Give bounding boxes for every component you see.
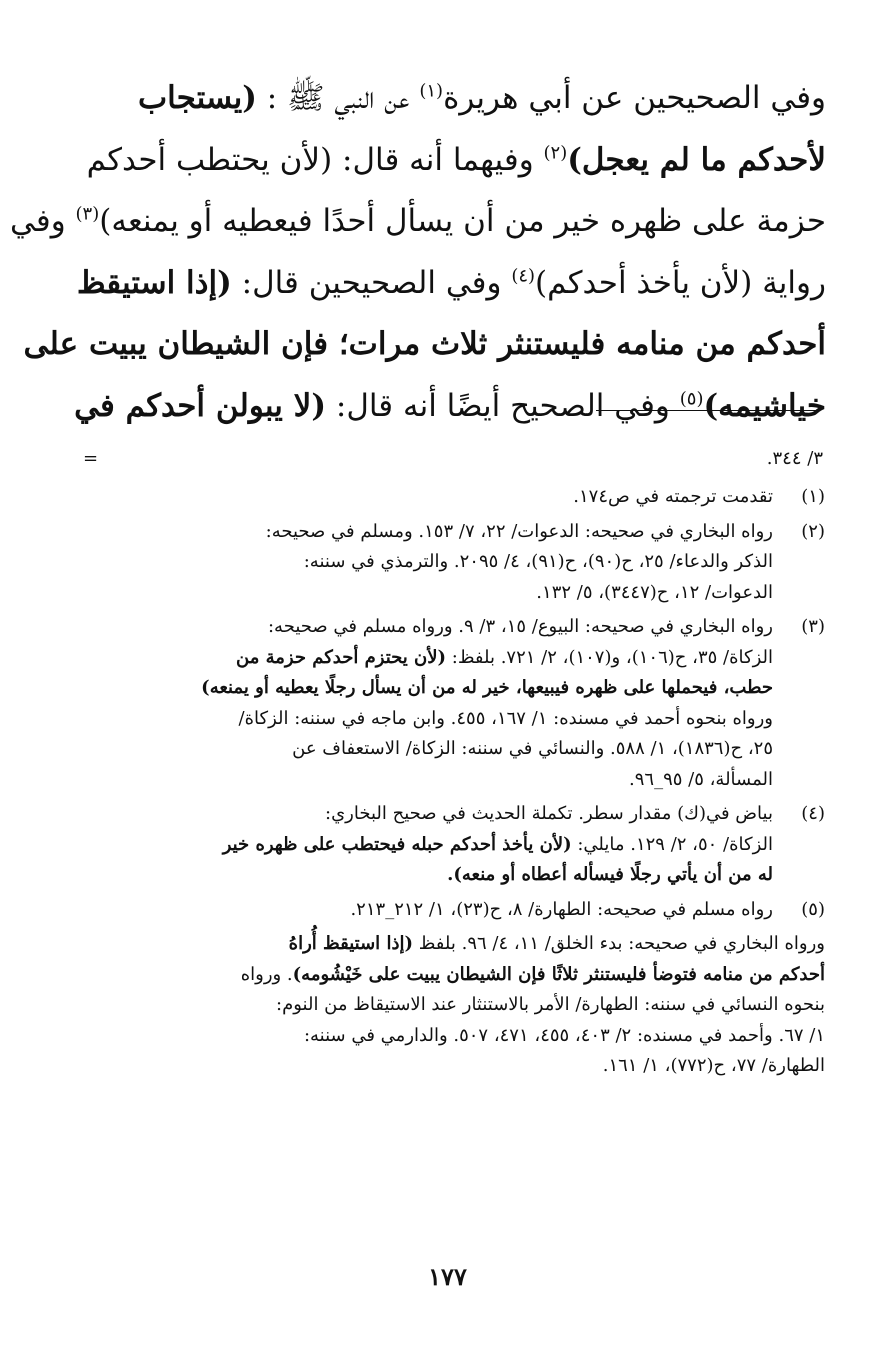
footnote-line [83,1051,825,1082]
bold-text-segment: (لا يبولن أحدكم في [74,387,327,424]
text-segment: بياض في(ك) مقدار سطر. تكملة الحديث في صحيح البخاري: [325,803,773,824]
bold-text-segment: (لأن يأخذ أحدكم حبله فيحتطب على ظهره خير [222,833,572,855]
footnote-separator [596,410,818,411]
text-segment: وفي الصحيح أيضًا أنه قال: [326,387,680,424]
main-text-line [76,253,826,315]
footnote-line [83,799,773,830]
footnotes-section [83,482,825,1082]
main-text-line [138,68,826,130]
footnote-marker: (٤) [511,265,536,287]
main-text-line [23,314,826,376]
text-segment: ٢٥، ح(١٨٣٦)، ١/ ٥٨٨. والنسائي في سننه: الزكاة/ الاستعفاف عن [292,738,773,759]
footnote-line [83,860,773,891]
footnote-line [83,960,825,991]
footnote-item [83,517,825,609]
continuation-reference: ٣/ ٣٤٤. [766,448,823,469]
footnote-line [83,578,773,609]
bold-text-segment: (إذا استيقظ [76,264,232,301]
footnote-line [83,673,773,704]
text-segment: ١/ ٦٧. وأحمد في مسنده: ٢/ ٤٠٣، ٤٥٥، ٤٧١، ٥٠٧. والدارمي في سننه: [303,1024,825,1046]
text-segment: المسألة، ٥/ ٩٥_٩٦. [629,768,773,790]
footnote-line [83,895,773,926]
footnote-number: (٣) [801,616,825,637]
footnote-marker: (٢) [543,142,568,164]
footnote-line [83,612,773,643]
main-text-line [74,376,826,438]
main-text-line [10,191,826,253]
footnote-line [83,765,773,796]
footnote-number: (١) [801,486,825,507]
footnote-marker: (٣) [75,203,100,225]
text-segment: الدعوات/ ١٢، ح(٣٤٤٧)، ٥/ ١٣٢. [536,581,773,603]
footnote-line [83,990,825,1021]
footnote-line [83,643,773,674]
footnote-text [83,482,773,513]
text-segment: رواه مسلم في صحيحه: الطهارة/ ٨، ح(٢٣)، ١/ ٢١٢_٢١٣. [350,898,773,920]
text-segment: رواية (لأن يأخذ أحدكم) [535,264,826,301]
bold-text-segment: حطب، فيحملها على ظهره فيبيعها، خير له من أن يسأل رجلًا يعطيه أو يمنعه) [201,677,773,698]
bold-text-segment: لأحدكم ما لم يعجل) [567,141,826,178]
bold-text-segment: (يستجاب [137,80,257,116]
footnote-line [83,482,773,513]
text-segment: ورواه بنحوه أحمد في مسنده: ١/ ١٦٧، ٤٥٥. وابن ماجه في سننه: الزكاة/ [238,707,773,729]
footnote-continuation [83,445,823,473]
text-segment: وفي الصحيحين قال: [231,264,512,301]
text-segment: ورواه البخاري في صحيحه: بدء الخلق/ ١١، ٤/ ٩٦. بلفظ [413,933,825,954]
footnote-line [83,1021,825,1052]
footnote-text [83,895,773,926]
text-segment: رواه البخاري في صحيحه: الدعوات/ ٢٢، ٧/ ١٥٣. ومسلم في صحيحه: [265,520,773,542]
text-segment: الزكاة/ ٥٠، ٢/ ١٢٩. مايلي: [571,833,773,855]
footnote-text [83,799,773,891]
text-segment: وفي الصحيحين عن أبي هريرة [443,80,826,116]
text-segment: الطهارة/ ٧٧، ح(٧٧٢)، ١/ ١٦١. [602,1055,825,1076]
bold-text-segment: (لأن يحتزم أحدكم حزمة من [236,646,447,668]
bold-text-segment: (إذا استيقظ أُراهُ [288,933,413,954]
footnote-line [83,704,773,735]
continuation-mark: = [83,448,99,469]
text-segment: . ورواه [240,963,293,985]
footnote-line [83,830,773,861]
footnote-line [83,517,773,548]
text-segment: وفي [10,203,76,239]
text-segment: الزكاة/ ٣٥، ح(١٠٦)، و(١٠٧)، ٢/ ٧٢١. بلفظ: [446,646,773,668]
main-text-line [86,130,826,192]
footnote-line [83,734,773,765]
footnote-item [83,482,825,513]
bold-text-segment: له من أن يأتي رجلًا فيسأله أعطاه أو منعه). [447,864,773,885]
footnote-item [83,895,825,926]
footnote-number: (٤) [801,803,825,824]
footnote-number: (٥) [801,898,825,920]
page-number: ١٧٧ [428,1262,467,1291]
footnote-line [83,929,825,960]
bold-text-segment: أحدكم من منامه فليستنثر ثلاث مرات؛ فإن الشيطان يبيت على [23,326,826,362]
text-segment: حزمة على ظهره خير من أن يسأل أحدًا فيعطيه أو يمنعه) [99,203,826,239]
bold-text-segment: أحدكم من منامه فتوضأ فليستنثر ثلاثًا فإن الشيطان يبيت على خَيْشُومه) [292,963,825,985]
text-segment: بنحوه النسائي في سننه: الطهارة/ الأمر بالاستنثار عند الاستيقاظ من النوم: [276,994,825,1015]
text-segment: الذكر والدعاء/ ٢٥، ح(٩٠)، ح(٩١)، ٤/ ٢٠٩٥. والترمذي في سننه: [303,551,773,572]
footnote-text [83,517,773,609]
footnote-line [83,547,773,578]
text-segment: رواه البخاري في صحيحه: البيوع/ ١٥، ٣/ ٩. ورواه مسلم في صحيحه: [267,616,773,637]
footnote-text [83,612,773,795]
text-segment: تقدمت ترجمته في ص١٧٤. [573,486,773,507]
footnote-marker: (١) [419,80,444,102]
text-segment: عن النبي ﷺ : [256,80,420,116]
footnote-marker: (٥) [679,388,704,410]
footnote-item [83,612,825,795]
footnote-number: (٢) [801,520,825,542]
footnote-continued-text [83,929,825,1082]
bold-text-segment: خياشيمه) [703,387,826,424]
text-segment: وفيهما أنه قال: (لأن يحتطب أحدكم [86,141,544,178]
main-body-text [10,68,826,437]
footnote-item [83,799,825,891]
